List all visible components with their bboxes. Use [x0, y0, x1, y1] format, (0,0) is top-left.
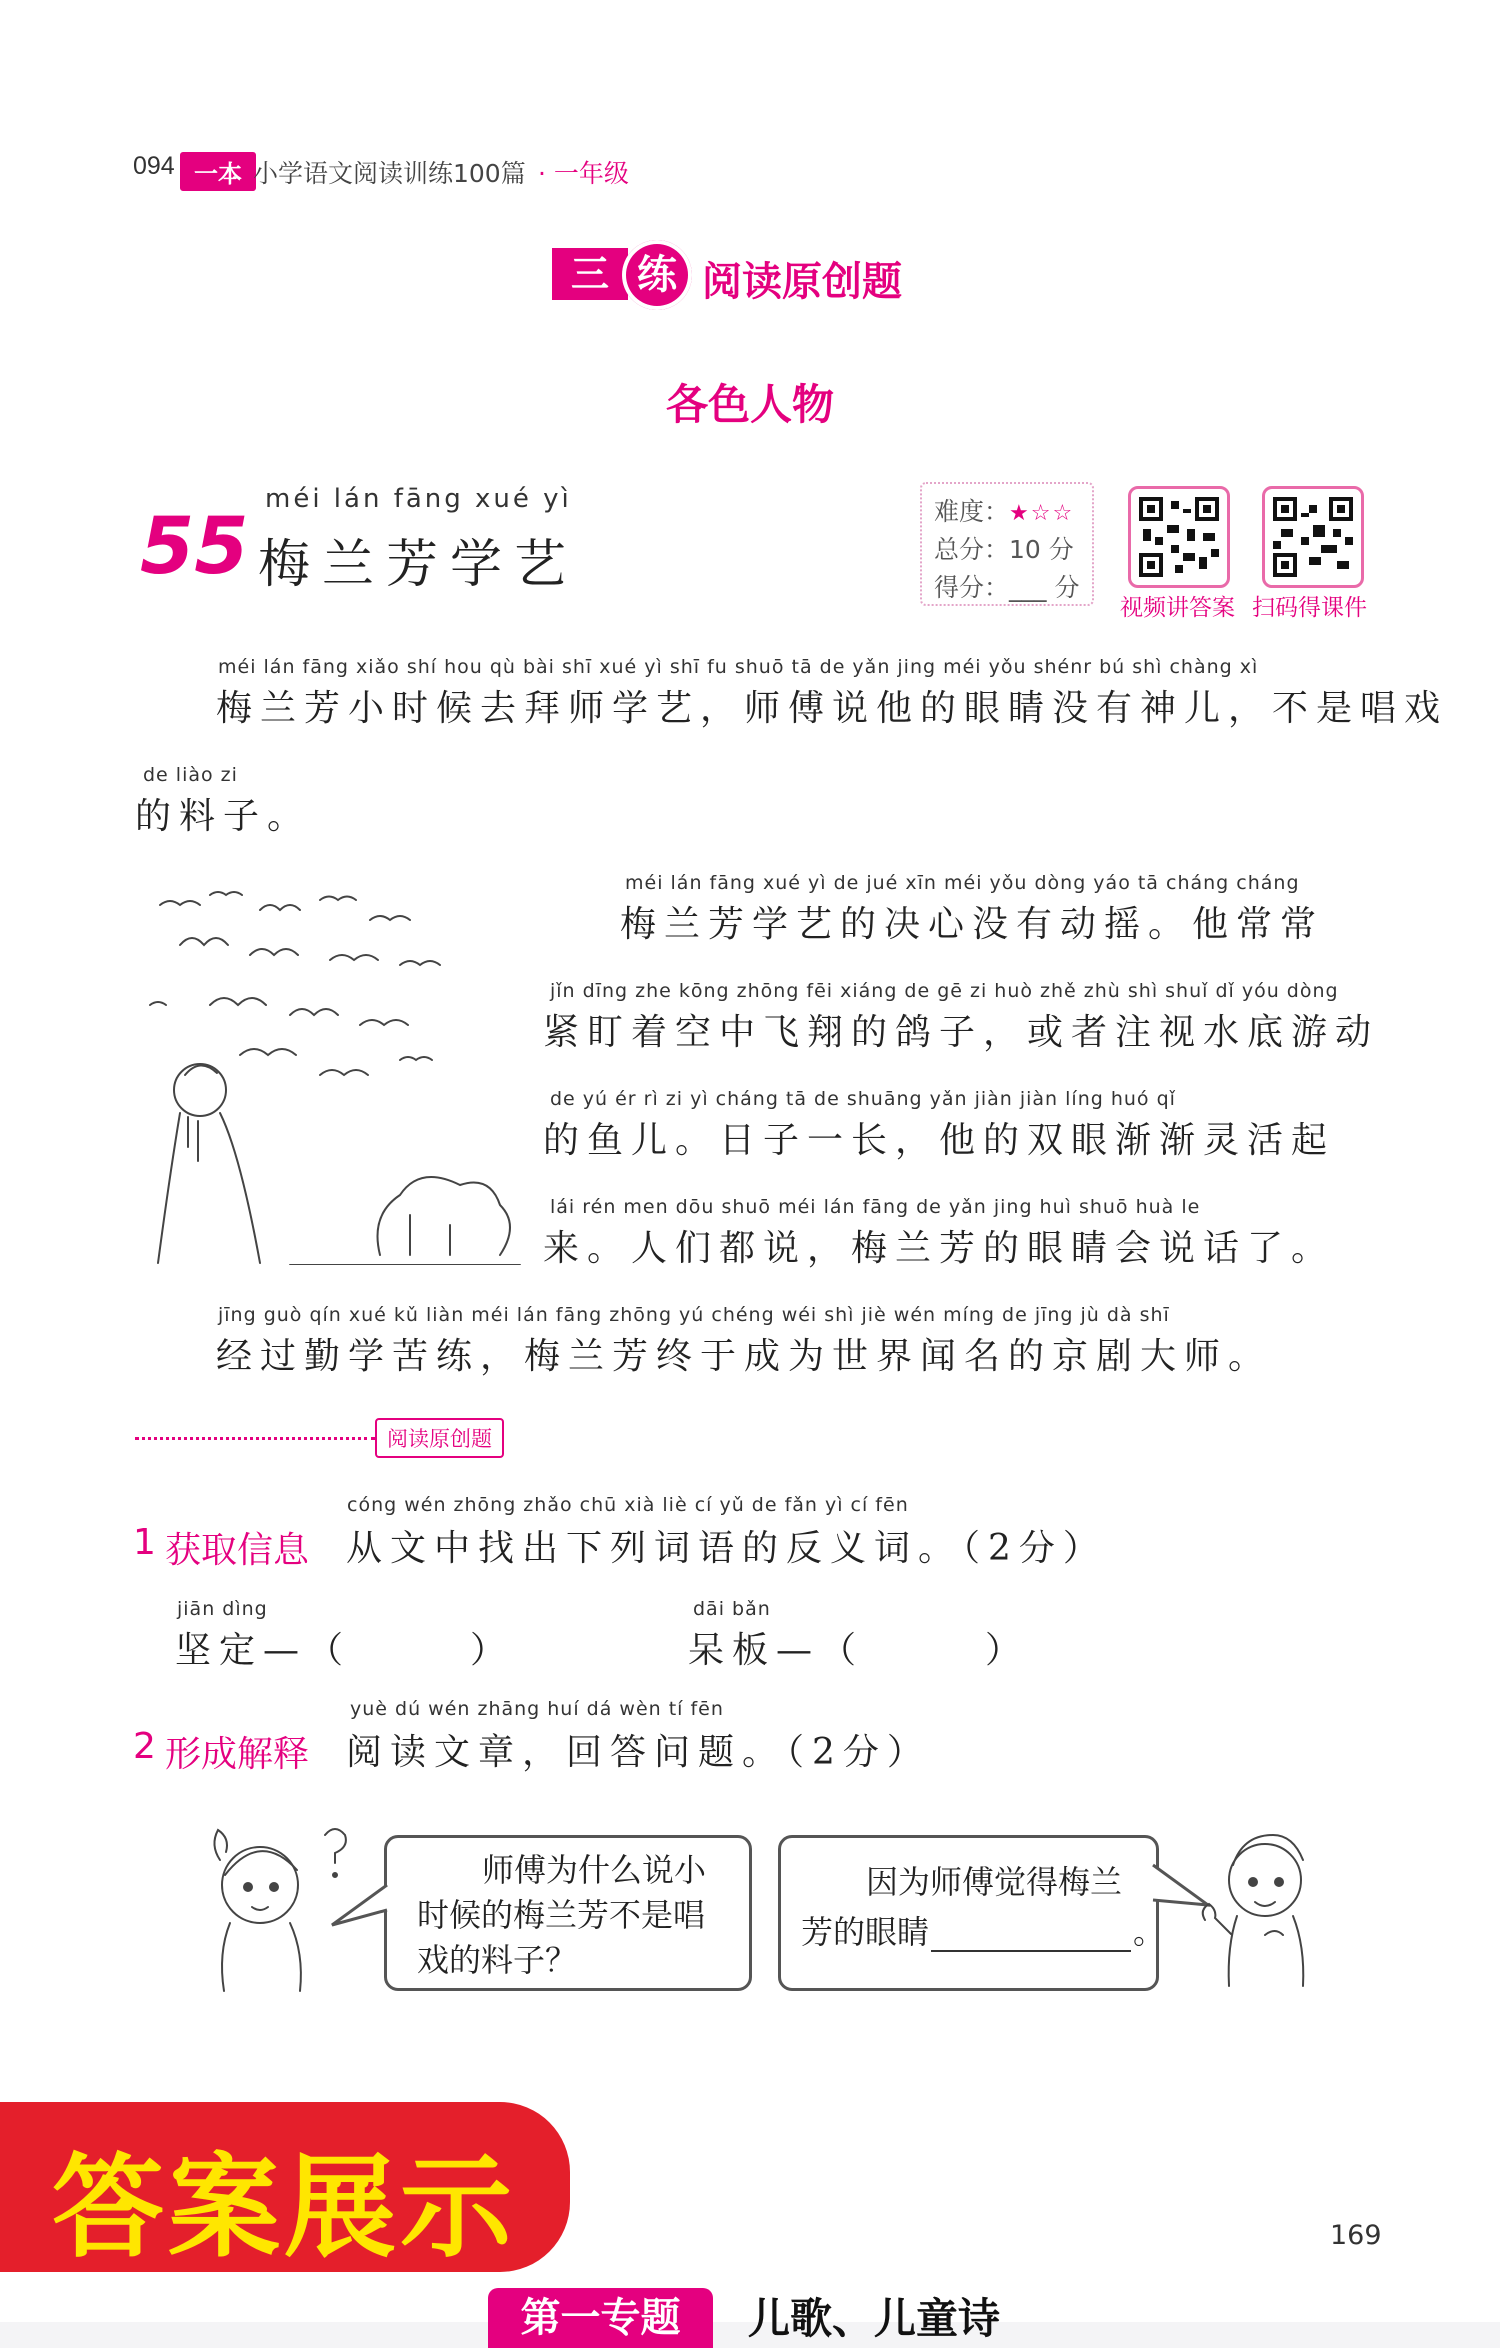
bubble-line: 。 — [1133, 1913, 1166, 1951]
bubble-tail-left — [330, 1880, 390, 1930]
lesson-number: 55 — [140, 502, 249, 592]
lesson-pinyin: méi lán fāng xué yì — [265, 484, 572, 514]
next-topic-title: 儿歌、儿童诗 — [748, 2294, 1001, 2343]
q2-answer-input[interactable] — [931, 1950, 1131, 1952]
text-line: 的鱼儿。日子一长，他的双眼渐渐灵活起 — [543, 1120, 1336, 1161]
difficulty-stars: ★☆☆ — [1009, 501, 1075, 526]
category-title: 各色人物 — [665, 380, 834, 429]
boy-answering-illustration — [1195, 1820, 1325, 1990]
q1-pinyin: cóng wén zhōng zhǎo chū xià liè cí yǔ de fǎn yì cí fēn — [347, 1494, 909, 1516]
footer-page-number: 169 — [1330, 2220, 1382, 2251]
q1-number: 1 — [133, 1522, 156, 1563]
q1-text: 从文中找出下列词语的反义词。（2分） — [346, 1528, 1107, 1569]
header-grade: · 一年级 — [538, 159, 629, 188]
banner-lian: 练 — [622, 240, 692, 310]
lesson-title: 梅兰芳学艺 — [258, 535, 579, 595]
bubble-line: 时候的梅兰芳不是唱 — [417, 1896, 706, 1934]
q1-word1: 坚定—（ — [175, 1630, 352, 1671]
pinyin-line: méi lán fāng xué yì de jué xīn méi yǒu dòng yáo tā cháng cháng — [625, 872, 1300, 894]
qr-code-video[interactable] — [1128, 486, 1230, 588]
q2-label: 形成解释 — [165, 1734, 310, 1775]
section-divider — [135, 1437, 375, 1440]
qr-pattern-icon — [1139, 497, 1219, 577]
difficulty-label: 难度： — [934, 497, 1010, 526]
pinyin-line: jǐn dīng zhe kōng zhōng fēi xiáng de gē zi huò zhě zhù shì shuǐ dǐ yóu dòng — [550, 980, 1339, 1002]
text-line: 经过勤学苦练，梅兰芳终于成为世界闻名的京剧大师。 — [216, 1336, 1273, 1377]
girl-thinking-illustration — [200, 1815, 350, 1995]
bubble-line: 因为师傅觉得梅兰 — [866, 1863, 1123, 1901]
qr-pattern-icon — [1273, 497, 1353, 577]
next-topic-badge: 第一专题 — [488, 2288, 713, 2348]
boy-watching-doves-illustration — [140, 885, 530, 1265]
text-line: 来。人们都说，梅兰芳的眼睛会说话了。 — [543, 1228, 1336, 1269]
q1-word2-close: ） — [985, 1630, 1030, 1671]
qr-label-courseware: 扫码得课件 — [1252, 595, 1367, 621]
q1-word1-pinyin: jiān dìng — [177, 1598, 268, 1620]
q2-number: 2 — [133, 1726, 156, 1767]
bubble-line: 芳的眼睛 — [801, 1913, 930, 1951]
banner-san: 三 — [552, 248, 628, 300]
section-banner — [552, 240, 932, 310]
score-box — [920, 482, 1094, 606]
text-line: 梅兰芳学艺的决心没有动摇。他常常 — [620, 904, 1325, 945]
q1-label: 获取信息 — [165, 1530, 310, 1571]
pinyin-line: de yú ér rì zi yì cháng tā de shuāng yǎn jiàn jiàn líng huó qǐ — [550, 1088, 1176, 1110]
text-line: 的料子。 — [135, 796, 312, 837]
question-bubble — [384, 1835, 752, 1991]
q1-word2-pinyin: dāi bǎn — [693, 1598, 771, 1620]
bubble-line: 师傅为什么说小 — [482, 1851, 707, 1889]
qr-code-courseware[interactable] — [1262, 486, 1364, 588]
qr-label-video: 视频讲答案 — [1120, 595, 1235, 621]
q1-answer2-input[interactable] — [822, 1618, 982, 1662]
reading-tag: 阅读原创题 — [375, 1418, 504, 1458]
pinyin-line: de liào zi — [143, 764, 238, 786]
total-value: 10 分 — [1009, 535, 1074, 564]
bubble-line: 戏的料子？ — [417, 1941, 578, 1979]
q2-pinyin: yuè dú wén zhāng huí dá wèn tí fēn — [350, 1698, 724, 1720]
pinyin-line: lái rén men dōu shuō méi lán fāng de yǎn jing huì shuō huà le — [550, 1196, 1201, 1218]
pinyin-line: jīng guò qín xué kǔ liàn méi lán fāng zhōng yú chéng wéi shì jiè wén míng de jīng jù dà shī — [218, 1304, 1170, 1326]
answer-bubble — [778, 1835, 1166, 1991]
header-page-number: 094 — [133, 152, 175, 180]
text-line: 紧盯着空中飞翔的鸽子，或者注视水底游动 — [543, 1012, 1380, 1053]
got-value: ___ 分 — [1009, 573, 1080, 602]
header-book-title: 小学语文阅读训练100篇 — [253, 159, 526, 188]
pinyin-line: méi lán fāng xiǎo shí hou qù bài shī xué yì shī fu shuō tā de yǎn jing méi yǒu shénr bú shì chàng xì — [218, 656, 1259, 678]
q2-text: 阅读文章，回答问题。（2分） — [346, 1732, 931, 1773]
answer-display-label: 答案展示 — [52, 2143, 516, 2273]
q1-word2: 呆板—（ — [688, 1630, 865, 1671]
q1-word1-close: ） — [470, 1630, 515, 1671]
banner-text: 阅读原创题 — [702, 259, 902, 305]
got-label: 得分： — [934, 573, 1010, 602]
text-line: 梅兰芳小时候去拜师学艺，师傅说他的眼睛没有神儿，不是唱戏 — [216, 688, 1449, 729]
total-label: 总分： — [934, 535, 1010, 564]
header-badge: 一本 — [180, 152, 256, 191]
q1-answer1-input[interactable] — [310, 1618, 470, 1662]
